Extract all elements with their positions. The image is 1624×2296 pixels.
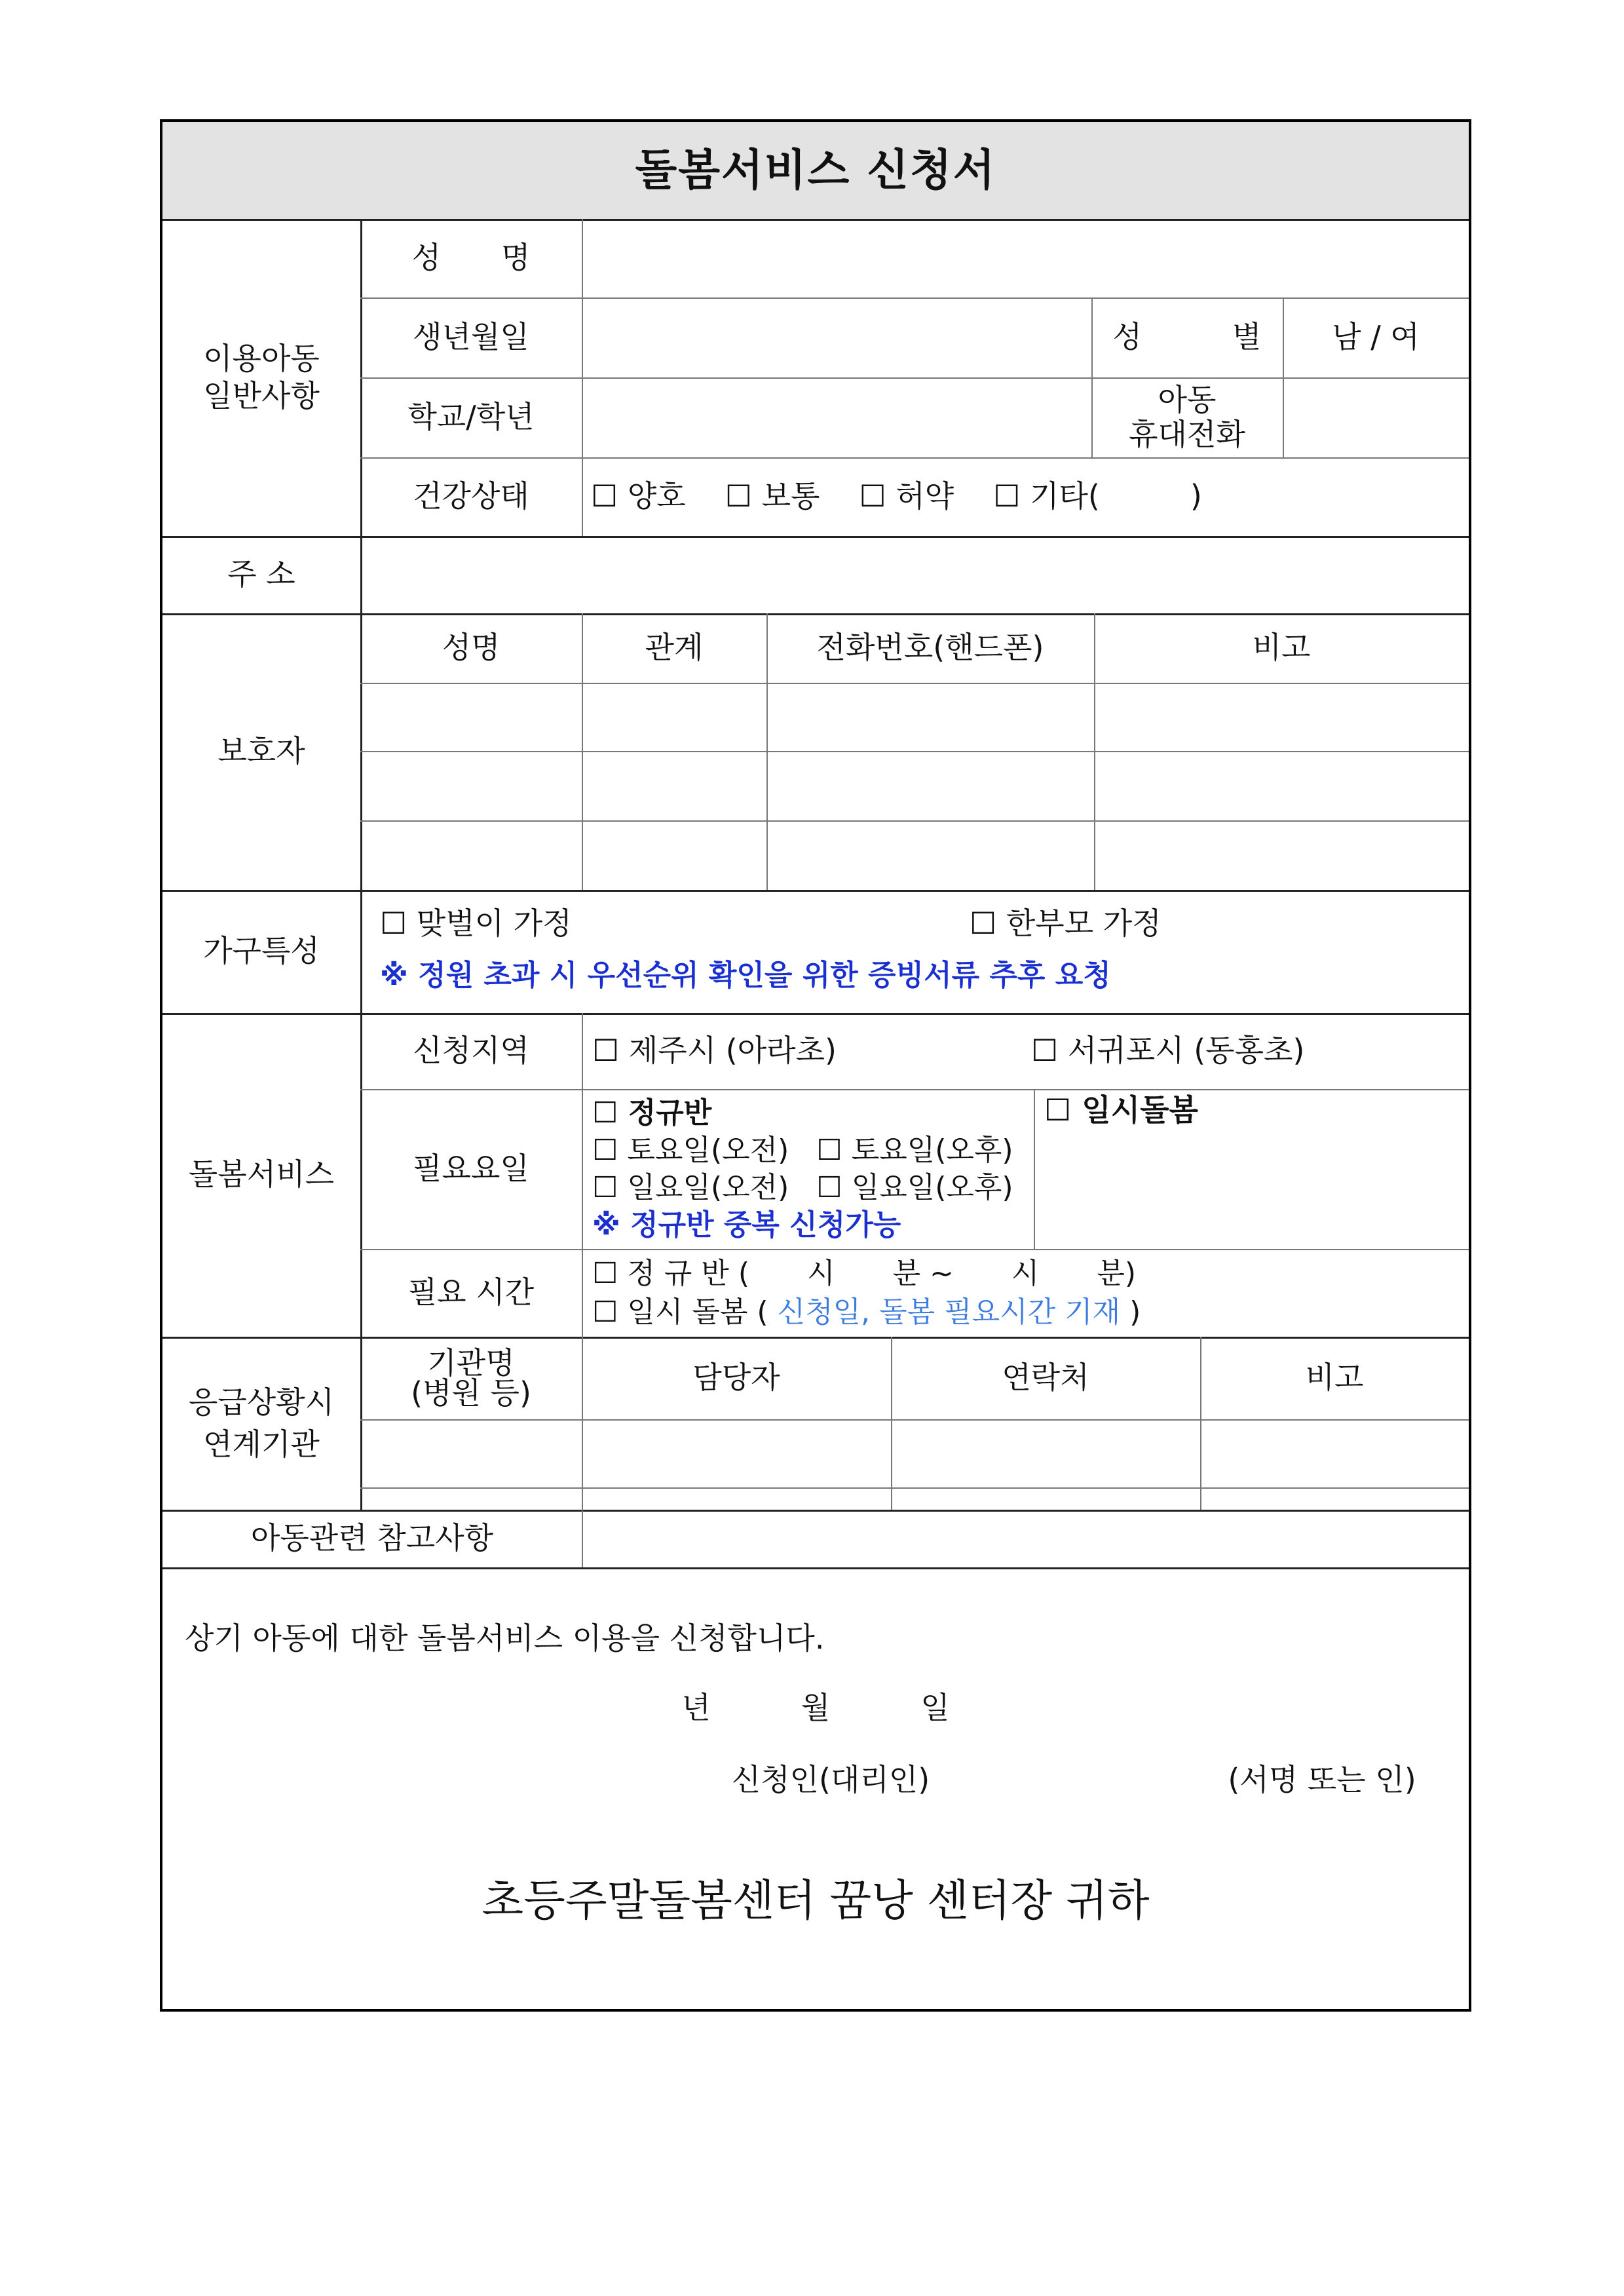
health-label: 건강상태 bbox=[413, 478, 529, 514]
temporary-care-checkbox[interactable]: ☐ 일시돌봄 bbox=[1044, 1092, 1198, 1128]
divider bbox=[1283, 297, 1284, 457]
school-field[interactable] bbox=[582, 377, 1091, 457]
emergency-header-institution-line2: (병원 등) bbox=[411, 1375, 531, 1411]
saturday-am-checkbox[interactable]: ☐ 토요일(오전) bbox=[592, 1133, 789, 1167]
emergency-section-label-line2: 연계기관 bbox=[203, 1426, 320, 1462]
emergency-row[interactable] bbox=[360, 1421, 1469, 1487]
time-label: 필요 시간 bbox=[407, 1274, 535, 1311]
care-section-label: 돌봄서비스 bbox=[188, 1157, 335, 1193]
emergency-row[interactable] bbox=[360, 1489, 1469, 1510]
school-label: 학교/학년 bbox=[407, 399, 535, 435]
emergency-header-institution-line1: 기관명 bbox=[427, 1345, 515, 1381]
emergency-header-institution bbox=[360, 1337, 582, 1419]
child-section-label-line2: 일반사항 bbox=[203, 378, 320, 413]
recipient-line: 초등주말돌봄센터 꿈낭 센터장 귀하 bbox=[482, 1875, 1150, 1926]
gender-select[interactable]: 남 / 여 bbox=[1332, 319, 1420, 355]
guardian-row[interactable] bbox=[360, 822, 1469, 890]
guardian-header-name: 성명 bbox=[442, 630, 500, 666]
guardian-header-relation: 관계 bbox=[645, 630, 704, 666]
emergency-section-label-line1: 응급상황시 bbox=[188, 1384, 335, 1420]
regular-class-note: ※ 정규반 중복 신청가능 bbox=[592, 1208, 901, 1242]
guardian-header-phone: 전화번호(핸드폰) bbox=[816, 630, 1044, 666]
time-temporary-note: 신청일, 돌봄 필요시간 기재 bbox=[777, 1295, 1121, 1329]
declaration-text: 상기 아동에 대한 돌봄서비스 이용을 신청합니다. bbox=[185, 1620, 825, 1656]
sunday-row bbox=[592, 1169, 1013, 1206]
regular-class-options bbox=[592, 1092, 1038, 1246]
divider bbox=[582, 219, 583, 536]
address-label: 주 소 bbox=[227, 556, 295, 592]
form-title: 돌봄서비스 신청서 bbox=[162, 122, 1469, 219]
notes-label: 아동관련 참고사항 bbox=[250, 1520, 494, 1556]
applicant-label: 신청인(대리인) bbox=[731, 1762, 930, 1798]
days-label: 필요요일 bbox=[413, 1151, 529, 1187]
emergency-header-note: 비고 bbox=[1305, 1360, 1364, 1396]
date-line: 년 월 일 bbox=[681, 1690, 950, 1726]
emergency-section-label bbox=[162, 1337, 360, 1510]
household-label: 가구특성 bbox=[203, 933, 320, 969]
child-phone-field[interactable] bbox=[1283, 377, 1469, 457]
child-section-label-line1: 이용아동 bbox=[203, 340, 320, 376]
time-temporary-close: ) bbox=[1129, 1295, 1141, 1329]
address-field[interactable] bbox=[360, 536, 1469, 613]
time-regular-checkbox[interactable]: ☐ 정 규 반 ( 시 분 ~ 시 분) bbox=[592, 1256, 1137, 1290]
emergency-header-phone: 연락처 bbox=[1002, 1360, 1089, 1396]
child-phone-label-line1: 아동 bbox=[1158, 382, 1217, 418]
time-temporary-checkbox[interactable]: ☐ 일시 돌봄 ( bbox=[592, 1295, 768, 1329]
divider bbox=[1034, 1089, 1035, 1249]
divider bbox=[582, 1013, 583, 1337]
region-label: 신청지역 bbox=[413, 1033, 529, 1069]
guardian-row[interactable] bbox=[360, 752, 1469, 820]
regular-class-checkbox[interactable]: ☐ 정규반 bbox=[592, 1096, 712, 1130]
health-option-weak[interactable]: ☐ 허약 bbox=[859, 478, 954, 514]
health-option-good[interactable]: ☐ 양호 bbox=[591, 478, 686, 514]
child-phone-label-line2: 휴대전화 bbox=[1129, 417, 1245, 452]
application-form bbox=[160, 119, 1471, 2012]
region-seogwipo-checkbox[interactable]: ☐ 서귀포시 (동홍초) bbox=[1031, 1033, 1305, 1069]
divider bbox=[162, 1567, 1469, 1569]
guardian-header-note: 비고 bbox=[1252, 630, 1311, 666]
notes-field[interactable] bbox=[582, 1510, 1469, 1567]
name-label: 성 명 bbox=[411, 240, 531, 276]
household-note: ※ 정원 초과 시 우선순위 확인을 위한 증빙서류 추후 요청 bbox=[380, 958, 1111, 992]
birth-label: 생년월일 bbox=[413, 319, 529, 355]
signature-label[interactable]: (서명 또는 인) bbox=[1228, 1762, 1416, 1798]
household-single-parent-checkbox[interactable]: ☐ 한부모 가정 bbox=[970, 906, 1161, 942]
sunday-pm-checkbox[interactable]: ☐ 일요일(오후) bbox=[816, 1171, 1013, 1204]
gender-label: 성 별 bbox=[1112, 319, 1262, 355]
name-field[interactable] bbox=[582, 219, 1469, 297]
child-section-label bbox=[162, 219, 360, 536]
time-options bbox=[592, 1250, 1463, 1335]
region-jeju-checkbox[interactable]: ☐ 제주시 (아라초) bbox=[592, 1033, 837, 1069]
divider bbox=[1091, 297, 1093, 457]
saturday-row bbox=[592, 1132, 1013, 1169]
health-option-normal[interactable]: ☐ 보통 bbox=[725, 478, 820, 514]
sunday-am-checkbox[interactable]: ☐ 일요일(오전) bbox=[592, 1171, 789, 1204]
health-option-other[interactable]: ☐ 기타( ) bbox=[993, 478, 1202, 514]
guardian-row[interactable] bbox=[360, 684, 1469, 751]
saturday-pm-checkbox[interactable]: ☐ 토요일(오후) bbox=[816, 1133, 1013, 1167]
health-options bbox=[582, 457, 1469, 536]
child-phone-label bbox=[1091, 377, 1283, 457]
household-dual-income-checkbox[interactable]: ☐ 맞벌이 가정 bbox=[380, 906, 572, 942]
emergency-header-contact-person: 담당자 bbox=[692, 1360, 780, 1396]
time-temporary-row bbox=[592, 1293, 1141, 1331]
guardian-label: 보호자 bbox=[217, 733, 305, 769]
birth-field[interactable] bbox=[582, 297, 1091, 377]
